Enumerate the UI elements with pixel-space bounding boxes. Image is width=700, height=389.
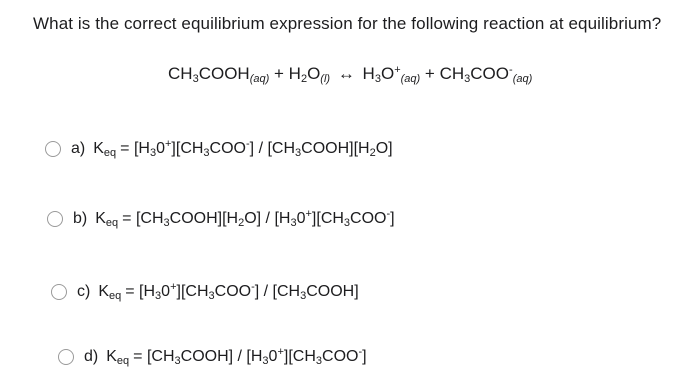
option-d[interactable] (58, 348, 367, 366)
keq-label: $K_{eq}$ (93, 140, 117, 159)
keq-label: $K_{eq}$ (106, 348, 130, 367)
equilibrium-arrow-icon: ↔ (337, 64, 355, 83)
option-letter: a) (71, 140, 86, 157)
product-hydronium: $H_3O^+_{(aq)}$ (362, 64, 421, 85)
option-expression: = $[CH_3COOH][H_2O] / [H_30^+][CH_3COO^-]$ (122, 208, 395, 229)
option-letter: d) (84, 348, 99, 365)
option-expression: = $[CH_3COOH] / [H_30^+][CH_3COO^-]$ (133, 346, 367, 367)
reactant-acetic-acid: $CH_3COOH_{(aq)}$ (168, 64, 270, 85)
keq-label: $K_{eq}$ (95, 210, 119, 229)
reactant-water: $H_2O_{(l)}$ (288, 64, 331, 85)
option-letter: c) (77, 283, 91, 300)
keq-label: $K_{eq}$ (98, 283, 122, 302)
product-acetate: $CH_3COO^-_{(aq)}$ (439, 64, 533, 85)
question-text: What is the correct equilibrium expression for the following reaction at equilibrium? (33, 14, 662, 33)
reaction-equation: $CH_3COOH_{(aq)} + H_2O_{(l)}$ ↔ $H_3O^+_{(aq)} + CH_3COO^-_{(aq)}$ (168, 64, 533, 85)
option-expression: = $[H_30^+][CH_3COO^-]$ / $[CH_3COOH][H_2O]$ (120, 138, 393, 159)
radio-button-b[interactable] (47, 211, 63, 227)
radio-button-c[interactable] (51, 284, 67, 300)
radio-button-a[interactable] (45, 141, 61, 157)
radio-button-d[interactable] (58, 349, 74, 365)
option-c[interactable] (51, 283, 359, 301)
option-b[interactable] (47, 210, 395, 228)
option-letter: b) (73, 210, 88, 227)
option-expression: = $[H_30^+][CH_3COO^-]$ / $[CH_3COOH]$ (125, 281, 359, 302)
option-a[interactable] (45, 140, 393, 158)
